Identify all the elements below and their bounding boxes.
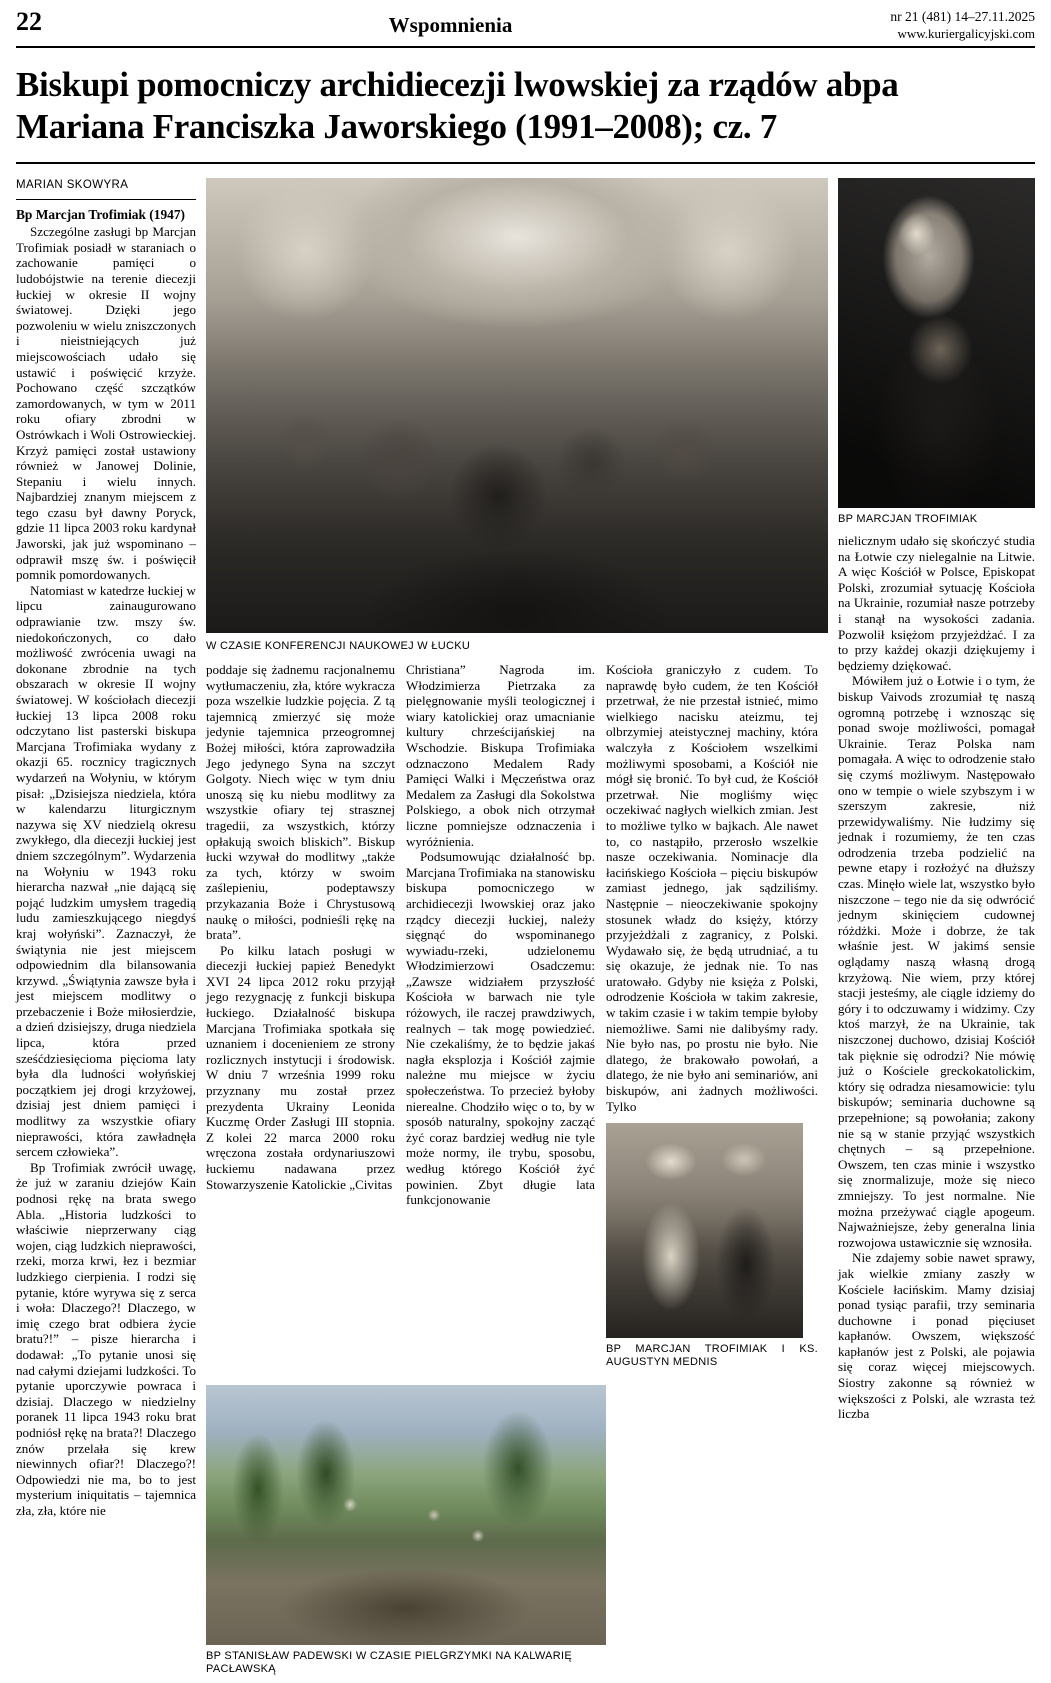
paragraph: Mówiłem już o Łotwie i o tym, że biskup Vaivods zrozumiał tę naszą ogromną potrzebę i wznosząc się ponad swoje możliwości, pomagał Ukrainie. Teraz Polska nam pomagała. A więc to odrodzenie stało się czymś możliwym. Następowało ono w tempie o wiele szybszym i w szerszym zakresie, niż przewidywaliśmy. Nie łudzimy się jednak i rozumiemy, że ten czas odrodzenia trzeba podzielić na pewne etapy i rozłożyć na dłuższy czas. Minęło wiele lat, wszystko było niszczone – tego nie da się odwrócić jednym skinięciem cudownej różdżki. Może i dobrze, że tak właśnie jest. W jakimś sensie oglądamy naszą własną drogą krzyżową. Nie wiem, przy której stacji jesteśmy, ale ciągle idziemy do góry i to odczuwamy i widzimy. Czy ktoś marzył, że na Ukrainie, tak niszczonej duchowo, dzisiaj Kościół tak pięknie się odrodzi? Nie mówię już o Kościele greckokatolickim, który się odradza niesamowicie: tylu biskupów; seminaria duchowne są przepełnione; są powołania; zakony nie są w stanie przyjąć wszystkich chętnych – są przepełnione. Owszem, ten czas minie i wszystko się znormalizuje, może się nieco zmniejszy. To jest normalne. Nie można przeżywać ciągle apogeum. Najważniejsze, żeby generalna linia rozwojowa ustawicznie się wznosiła.	[838, 673, 1035, 1250]
pilgrimage-photo	[206, 1385, 606, 1645]
page-number: 22	[16, 7, 42, 36]
paragraph: Szczególne zasługi bp Marcjan Trofimiak posiadł w staraniach o zachowanie pamięci o ludobójstwie na terenie diecezji łuckiej w okresie II wojny światowej. Dzięki jego pozwoleniu w wielu zniszczonych i nieistniejących już miejscowościach udało się ustawić i poświęcić krzyże. Pochowano część szczątków zamordowanych, w tym w 2011 roku ofiary zbrodni w Ostrówkach i Woli Ostrowieckiej. Krzyż pamięci został ustawiony również w Janowej Dolinie, Stepaniu i wielu innych. Najbardziej znanym miejscem z tego czasu był dawny Poryck, gdzie 11 lipca 2003 roku kardynał Jaworski, jak już wspominano – odprawił mszę św. i poświęcił pomnik pomordowanych.	[16, 224, 196, 583]
bishop-portrait-photo	[838, 178, 1035, 508]
conference-photo-caption: W CZASIE KONFERENCJI NAUKOWEJ W ŁUCKU	[206, 640, 471, 652]
masthead-info	[765, 8, 1035, 42]
section-title: Wspomnienia	[388, 13, 513, 37]
pilgrimage-photo-caption: BP STANISŁAW PADEWSKI W CZASIE PIELGRZYMKI NA KALWARIĘ PACŁAWSKĄ	[206, 1650, 573, 1676]
paragraph: Bp Trofimiak zwrócił uwagę, że już w zaraniu dziejów Kain podnosi rękę na brata swego Abla. „Historia ludzkości to właściwie nieprzerwany ciąg wojen, ciąg ludzkich nieprawości, rzeki, morza krwi, łez i bezmiar ludzkiego cierpienia. I rodzi się pytanie, które wyrywa się z serca i woła: Dlaczego?! Dlaczego, w imię czego brat odbiera życie bratu?!” – pisze hierarcha i dodawał: „To pytanie unosi się nad całymi dziejami ludzkości. To pytanie uporczywie powraca i dzisiaj. Dlaczego w niedzielny poranek 11 lipca 1943 roku brat podniósł rękę na brata?! Dlaczego znów przelała się krew niewinnych ofiar?! Dlaczego?! Odpowiedzi nie ma, bo to jest mysterium iniquitatis – tajemnica zła, zła, które nie	[16, 1159, 196, 1518]
conference-photo	[206, 178, 828, 633]
article-headline: Biskupi pomocniczy archidiecezji lwowskiej za rządów abpa Mariana Franciszka Jaworskiego (1991–2008); cz. 7	[16, 64, 1035, 164]
article-body	[16, 178, 1035, 1683]
column-1-subheading: Bp Marcjan Trofimiak (1947)	[16, 206, 185, 222]
paragraph: Natomiast w katedrze łuckiej w lipcu zainaugurowano odprawianie tzw. mszy św. niedokończonych, co dało możliwość zwrócenia uwagi na dokonane zbrodnie na tych obszarach w okresie II wojny światowej. W kościołach diecezji łuckiej 13 lipca 2008 roku odczytano list pasterski biskupa Marcjana Trofimiaka wydany z okazji 65. rocznicy tragicznych wydarzeń na Wołyniu, w którym pisał: „Dzisiejsza niedziela, która w kalendarzu liturgicznym nazywa się XV niedzielą okresu zwykłego, dla diecezji łuckiej jest dniem szczególnym”. Wydarzenia na Wołyniu w 1943 roku hierarcha nazwał „nie dającą się pojąć ludzkim umysłem tragedią ludu zamieszkującego niegdyś kraj wołyński”. Zaznaczył, że świątynia nie jest miejscem odpowiednim dla bilansowania krzywd. „Świątynia zawsze była i jest miejscem modlitwy o przebaczenie i Boże miłosierdzie, a dzień dzisiejszy, druga niedziela lipca, która przed sześćdziesięcioma pięcioma laty była dla ludności wołyńskiej początkiem jej drogi krzyżowej, dzisiaj jest dniem pamięci i modlitwy za wszystkie ofiary nieprawości, która zawładnęła sercem człowieka”.	[16, 582, 196, 1160]
masthead	[16, 8, 1035, 48]
paragraph: Kościoła graniczyło z cudem. To naprawdę było cudem, że ten Kościół przetrwał, że nie przestał istnieć, mimo wielkiego nacisku ateizmu, tej olbrzymiej ateistycznej machiny, która walczyła z Kościołem wszelkimi możliwymi sposobami, a Kościół nie mógł się bronić. To był cud, że Kościół przetrwał. Nie mogliśmy więc oczekiwać nagłych wielkich zmian. Jest to możliwe tylko w bajkach. Ale nawet to, co nastąpiło, przerosło wszelkie nasze oczekiwania. Nominacje dla łacińskiego Kościoła – pięciu biskupów zamiast jednego, jak sądziliśmy. Następnie – nieoczekiwanie spokojny stosunek władz do księży, którzy przyjeżdżali z zagranicy, z Polski. Wydawało się, że będą utrudniać, a tu się okazuje, że jednak nie. To nas uratowało. Gdyby nie księża z Polski, odrodzenie Kościoła w takim zakresie, w takim czasie i w takim tempie byłoby niemożliwe. Sami nie dalibyśmy rady. Nie było nas, po prostu nie było. Nie dlatego, że brakowało powołań, a dlatego, że nie było ani seminariów, ani biskupów, ani żadnych możliwości. Tylko	[606, 662, 818, 1114]
column-5	[838, 178, 1035, 1683]
two-clergy-photo-caption: BP MARCJAN TROFIMIAK I KS. AUGUSTYN MEDNIS	[606, 1343, 818, 1369]
article-author: MARIAN SKOWYRA	[16, 178, 196, 200]
paragraph: Podsumowując działalność bp. Marcjana Trofimiaka na stanowisku biskupa pomocniczego w archidiecezji lwowskiej oraz jako rządcy diecezji łuckiej, należy sięgnąć do wspominanego wywiadu-rzeki, udzielonemu Włodzimierzowi Osadczemu: „Zawsze widziałem przyszłość Kościoła w barwach nie tyle różowych, ile raczej prawdziwych, realnych – tak mogę powiedzieć. Nie czekaliśmy, że to będzie jakaś nagła eksplozja i Kościół zajmie należne mu miejsce w życiu społeczeństwa. To przecież byłoby nierealne. Chodziło więc o to, by w sposób naturalny, spokojny zacząć żyć coraz bardziej według nie tyle może normy, ile trybu, sposobu, według którego Kościół żyć powinien. Zbyt długie lata funkcjonowanie	[406, 849, 595, 1208]
paragraph: nielicznym udało się skończyć studia na Łotwie czy nielegalnie na Litwie. A więc Kościół w Polsce, Episkopat Polski, zrozumiał sytuację Kościoła na Ukrainie, rozumiał nasze potrzeby i stanął na wysokości zadania. Pozwolił księżom przyjeżdżać. I za to przy każdej okazji dziękujemy i będziemy dziękować.	[838, 533, 1035, 673]
paragraph: Po kilku latach posługi w diecezji łuckiej papież Benedykt XVI 24 lipca 2012 roku przyjął jego rezygnację z funkcji biskupa łuckiego. Działalność biskupa Marcjana Trofimiaka spotkała się uznaniem i docenieniem ze strony rozlicznych instytucji i środowisk. W dniu 7 września 1999 roku przyznany mu został przez prezydenta Ukrainy Leonida Kuczmę Order Zasługi III stopnia. Z kolei 22 marca 2000 roku wręczona została ordynariuszowi łuckiemu nadawana przez Stowarzyszenie Katolickie „Civitas	[206, 942, 395, 1192]
two-clergy-photo	[606, 1123, 803, 1338]
paragraph: poddaje się żadnemu racjonalnemu wytłumaczeniu, zła, które wykracza poza wszelkie ludzkie pojęcia. Z tą tajemnicą zmierzyć się może jedynie tajemnica przeogromnej Bożej miłości, która zaprowadziła Jego jedynego Syna na szczyt Golgoty. Niech więc w tym dniu unoszą się ku niebu modlitwy za wszystkie ofiary tej strasznej tragedii, za wszystkich, którzy opłakują swoich bliskich”. Biskup łucki wzywał do modlitwy „także za tych, którzy w swoim zaślepieniu, podeptawszy przykazania Boże i Chrystusową naukę o miłości, podnieśli rękę na brata”.	[206, 662, 395, 943]
column-middle	[206, 178, 828, 1683]
paragraph: Nie zdajemy sobie nawet sprawy, jak wielkie zmiany zaszły w Kościele łacińskim. Mamy dzisiaj ponad tysiąc parafii, trzy seminaria duchowne i ponad pięciuset kapłanów. Owszem, większość kapłanów jest z Polski, ale pojawia się coraz więcej miejscowych. Siostry zakonne są również w większości z Polski, ale wzrasta też liczba	[838, 1250, 1035, 1422]
column-1	[16, 178, 196, 1683]
bishop-portrait-caption: BP MARCJAN TROFIMIAK	[838, 513, 978, 525]
paragraph: Christiana” Nagroda im. Włodzimierza Pietrzaka za pielęgnowanie myśli teologicznej i wiary katolickiej oraz umacnianie kultury chrześcijańskiej na Wschodzie. Biskupa Trofimiaka odznaczono Medalem Rady Pamięci Walki i Męczeństwa oraz Medalem za Zasługi dla Sokolstwa Polskiego, a obok nich otrzymał liczne pomniejsze odznaczenia i wyróżnienia.	[406, 662, 595, 849]
column-4	[606, 662, 818, 1376]
issue-line: nr 21 (481) 14–27.11.2025	[890, 9, 1035, 24]
column-3	[406, 662, 595, 1376]
column-2	[206, 662, 395, 1376]
website-url[interactable]: www.kuriergalicyjski.com	[897, 26, 1035, 41]
